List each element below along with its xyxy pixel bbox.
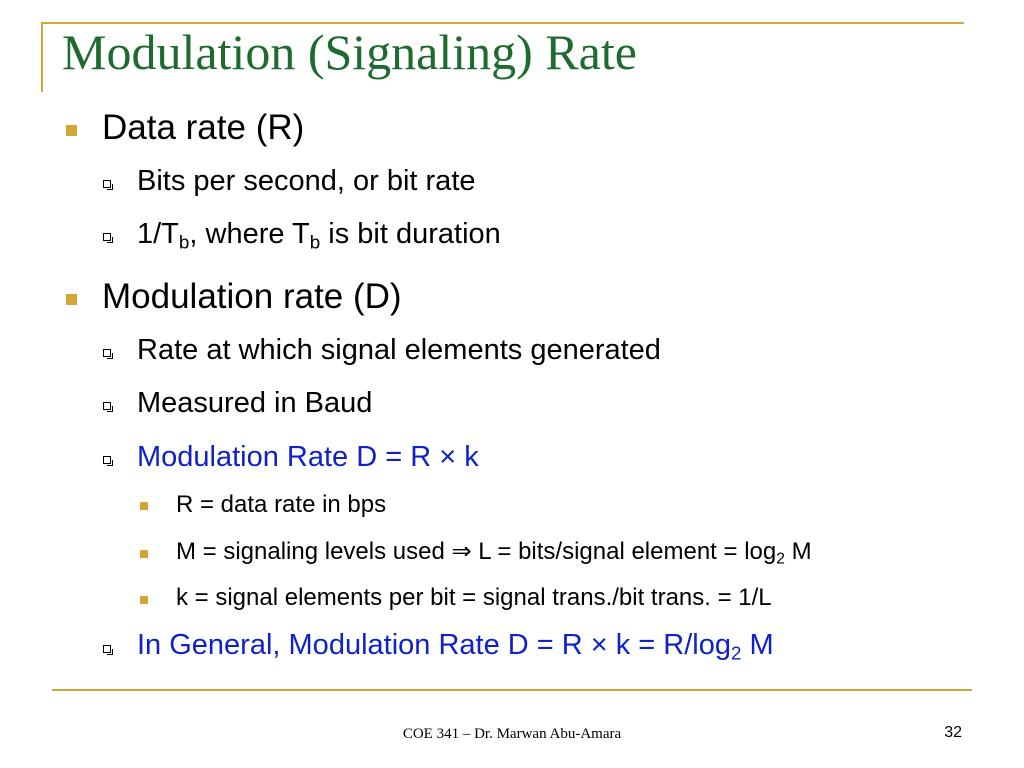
page-number: 32 <box>944 724 962 741</box>
square-bullet-icon <box>66 125 77 136</box>
bullet-k-definition: k = signal elements per bit = signal trans./bit trans. = 1/L <box>176 584 772 611</box>
square-bullet-icon <box>140 596 148 604</box>
bullet-signal-elements: Rate at which signal elements generated <box>137 334 661 366</box>
footer-divider <box>52 689 972 691</box>
box-bullet-icon <box>103 402 111 410</box>
bullet-bits-per-second: Bits per second, or bit rate <box>137 165 476 197</box>
bullet-m-definition: M = signaling levels used ⇒ L = bits/signal element = $\log_2 M$ <box>176 538 812 568</box>
box-bullet-icon <box>103 645 111 653</box>
square-bullet-icon <box>140 550 148 558</box>
box-bullet-icon <box>103 349 111 357</box>
bullet-general-formula: In General, Modulation Rate $D = R \times k = R/\log_2$ M <box>137 629 774 664</box>
box-bullet-icon <box>103 180 111 188</box>
bullet-r-definition: R = data rate in bps <box>176 491 387 518</box>
footer-text: COE 341 – Dr. Marwan Abu-Amara <box>402 726 622 742</box>
box-bullet-icon <box>103 233 111 241</box>
square-bullet-icon <box>140 502 148 510</box>
square-bullet-icon <box>66 294 77 305</box>
bullet-measured-baud: Measured in Baud <box>137 387 373 419</box>
slide-title: Modulation (Signaling) Rate <box>62 24 637 80</box>
bullet-modulation-formula: Modulation Rate D = R × k <box>137 441 479 473</box>
bullet-modulation-rate: Modulation rate (D) <box>102 277 402 316</box>
box-bullet-icon <box>103 456 111 464</box>
bullet-data-rate: Data rate (R) <box>102 108 305 147</box>
bullet-bit-duration: $1/T_b$, where $T_b$ is bit duration <box>137 218 501 253</box>
